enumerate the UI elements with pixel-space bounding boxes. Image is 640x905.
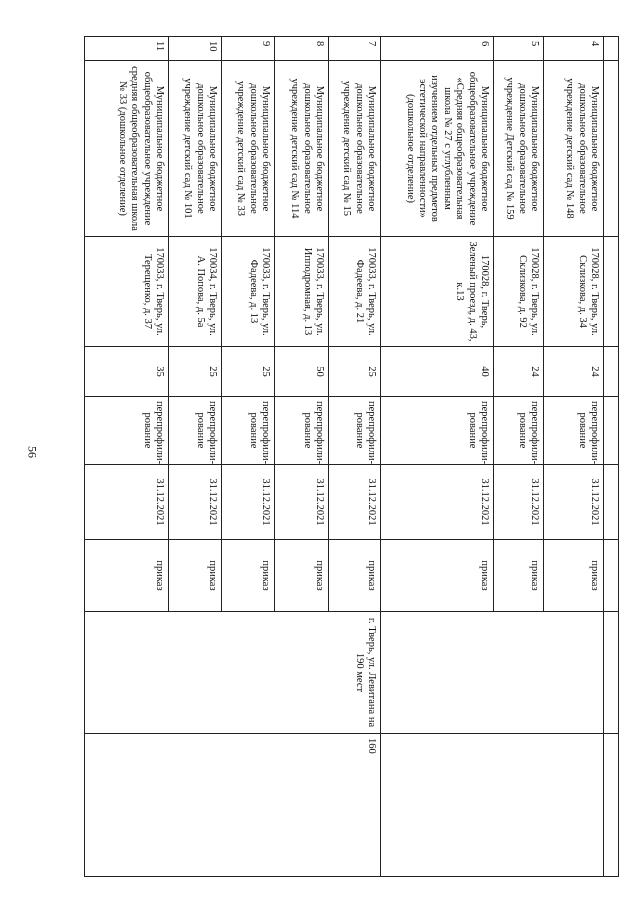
row-number: 7: [329, 37, 381, 61]
change-type: перепрофили-рование: [329, 397, 381, 465]
row-number: 5: [494, 37, 544, 61]
deadline: 31.12.2021: [85, 465, 169, 540]
address: 170028, г. Тверь, ул. Склизкова, д. 92: [494, 237, 544, 347]
capacity: 40: [381, 347, 494, 397]
address: 170034, г. Тверь, ул. А. Попова, д. 5а: [169, 237, 222, 347]
document-type: приказ: [275, 540, 329, 612]
deadline: 31.12.2021: [222, 465, 275, 540]
institution-name: Муниципальное бюджетное дошкольное образовательное учреждение детский сад № 33: [222, 61, 275, 237]
institution-name: Муниципальное бюджетное дошкольное образовательное учреждение Детский сад № 159: [494, 61, 544, 237]
deadline: 31.12.2021: [381, 465, 494, 540]
capacity: 50: [275, 347, 329, 397]
capacity: 25: [222, 347, 275, 397]
deadline: 31.12.2021: [275, 465, 329, 540]
deadline: 31.12.2021: [329, 465, 381, 540]
row-number: 4: [544, 37, 604, 61]
institution-name: Муниципальное бюджетное дошкольное образовательное учреждение детский сад № 148: [544, 61, 604, 237]
new-object: г. Тверь, ул. Левитана на 190 мест: [85, 612, 381, 734]
address: 170033, г. Тверь, ул. Фадеева, д. 13: [222, 237, 275, 347]
document-type: приказ: [494, 540, 544, 612]
institution-name: Муниципальное бюджетное дошкольное образовательное учреждение детский сад № 101: [169, 61, 222, 237]
capacity: 35: [85, 347, 169, 397]
document-type: приказ: [169, 540, 222, 612]
deadline: 31.12.2021: [544, 465, 604, 540]
address: 170028, г. Тверь, ул. Склизкова, д. 34: [544, 237, 604, 347]
address: 170033, г. Тверь, ул. Фадеева, д. 21: [329, 237, 381, 347]
new-capacity: 160: [85, 734, 381, 877]
table-row: [329, 37, 381, 877]
change-type: перепрофили-рование: [381, 397, 494, 465]
row-number: 6: [381, 37, 494, 61]
change-type: перепрофили-рование: [275, 397, 329, 465]
address: 170028, г. Тверь, Зеленый проезд, д. 43, к.13: [381, 237, 494, 347]
table-top-row: [604, 37, 619, 877]
document-type: приказ: [85, 540, 169, 612]
change-type: перепрофили-рование: [544, 397, 604, 465]
row-number: 9: [222, 37, 275, 61]
deadline: 31.12.2021: [169, 465, 222, 540]
document-type: приказ: [329, 540, 381, 612]
address: 170033, г. Тверь, ул. Терещенко, д. 37: [85, 237, 169, 347]
address: 170033, г. Тверь, ул. Ипподромная, д. 13: [275, 237, 329, 347]
institution-name: Муниципальное бюджетное общеобразовательное учреждение средняя общеобразовательная школа № 33 (дошкольное отделение): [85, 61, 169, 237]
change-type: перепрофили-рование: [169, 397, 222, 465]
institution-name: Муниципальное бюджетное дошкольное образовательное учреждение детский сад № 114: [275, 61, 329, 237]
rotated-page: [92, 36, 619, 876]
capacity: 25: [329, 347, 381, 397]
new-object-empty: [381, 612, 604, 734]
document-type: приказ: [222, 540, 275, 612]
page-number: 56: [25, 446, 40, 458]
deadline: 31.12.2021: [494, 465, 544, 540]
institution-name: Муниципальное бюджетное дошкольное образовательное учреждение детский сад № 15: [329, 61, 381, 237]
change-type: перепрофили-рование: [494, 397, 544, 465]
capacity: 25: [169, 347, 222, 397]
change-type: перепрофили-рование: [85, 397, 169, 465]
row-number: 10: [169, 37, 222, 61]
new-capacity-empty: [381, 734, 604, 877]
capacity: 24: [494, 347, 544, 397]
table-row: [544, 37, 604, 877]
change-type: перепрофили-рование: [222, 397, 275, 465]
data-table: [84, 36, 619, 877]
institution-name: Муниципальное бюджетное общеобразовательное учреждение «Средняя общеобразовательная школа № 27 с углубленным изучением отдельных предметов эстетической направленности» (дошкольное отделение): [381, 61, 494, 237]
capacity: 24: [544, 347, 604, 397]
document-type: приказ: [544, 540, 604, 612]
row-number: 8: [275, 37, 329, 61]
row-number: 11: [85, 37, 169, 61]
document-type: приказ: [381, 540, 494, 612]
